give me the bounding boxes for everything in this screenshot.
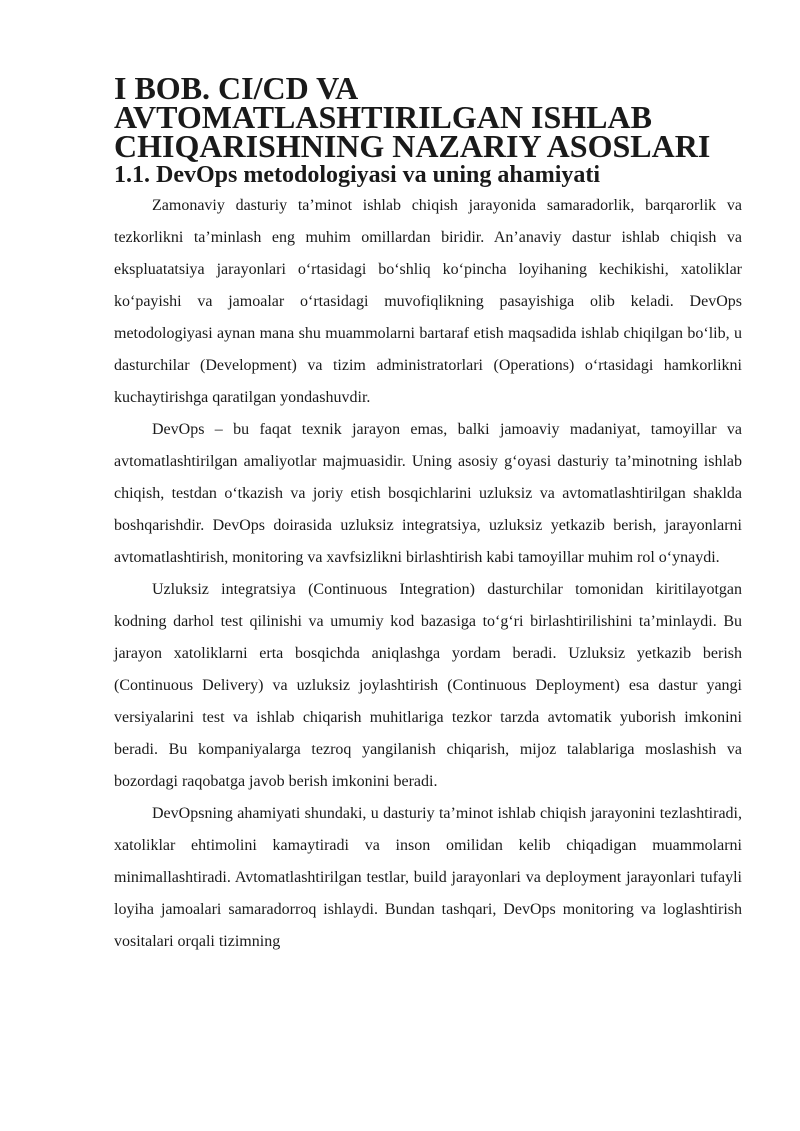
chapter-title	[114, 70, 742, 164]
document-page	[114, 70, 742, 958]
paragraph-2: DevOps – bu faqat texnik jarayon emas, balki jamoaviy madaniyat, tamoyillar va avtomatlashtirilgan amaliyotlar majmuasidir. Uning asosiy g‘oyasi dasturiy ta’minotning ishlab chiqish, testdan o‘tkazish va joriy etish bosqichlarini uzluksiz va avtomatlashtirilgan shaklda boshqarishdir. DevOps doirasida uzluksiz integratsiya, uzluksiz yetkazib berish, jarayonlarni avtomatlashtirish, monitoring va xavfsizlikni birlashtirish kabi tamoyillar muhim rol o‘ynaydi.	[114, 421, 742, 566]
section-title: 1.1. DevOps metodologiyasi va uning ahamiyati	[114, 162, 601, 188]
chapter-title-line-2: CHIQARISHNING NAZARIY ASOSLARI	[114, 128, 711, 164]
chapter-title-line-1: I BOB. CI/CD VA AVTOMATLASHTIRILGAN ISHLAB	[114, 70, 652, 135]
paragraph-4: DevOpsning ahamiyati shundaki, u dasturiy ta’minot ishlab chiqish jarayonini tezlashtiradi, xatoliklar ehtimolini kamaytiradi va inson omilidan kelib chiqadigan muammolarni minimallashtiradi. Avtomatlashtirilgan testlar, build jarayonlari va deployment jarayonlari tufayli loyiha jamoalari samaradorroq ishlaydi. Bundan tashqari, DevOps monitoring va loglashtirish vositalari orqali tizimning	[114, 805, 742, 950]
paragraph-3: Uzluksiz integratsiya (Continuous Integration) dasturchilar tomonidan kiritilayotgan kodning darhol test qilinishi va umumiy kod bazasiga to‘g‘ri birlashtirilishini ta’minlaydi. Bu jarayon xatoliklarni erta bosqichda aniqlashga yordam beradi. Uzluksiz yetkazib berish (Continuous Delivery) va uzluksiz joylashtirish (Continuous Deployment) esa dastur yangi versiyalarini test va ishlab chiqarish muhitlariga tezkor tarzda avtomatik yuborish imkonini beradi. Bu kompaniyalarga tezroq yangilanish chiqarish, mijoz talablariga moslashish va bozordagi raqobatga javob berish imkonini beradi.	[114, 581, 742, 790]
paragraph-1: Zamonaviy dasturiy ta’minot ishlab chiqish jarayonida samaradorlik, barqarorlik va tezkorlikni ta’minlash eng muhim omillardan biridir. An’anaviy dastur ishlab chiqish va ekspluatatsiya jarayonlari o‘rtasidagi bo‘shliq ko‘pincha loyihaning kechikishi, xatoliklar ko‘payishi va jamoalar o‘rtasidagi muvofiqlikning pasayishiga olib keladi. DevOps metodologiyasi aynan mana shu muammolarni bartaraf etish maqsadida ishlab chiqilgan bo‘lib, u dasturchilar (Development) va tizim administratorlari (Operations) o‘rtasidagi hamkorlikni kuchaytirishga qaratilgan yondashuvdir.	[114, 197, 742, 406]
